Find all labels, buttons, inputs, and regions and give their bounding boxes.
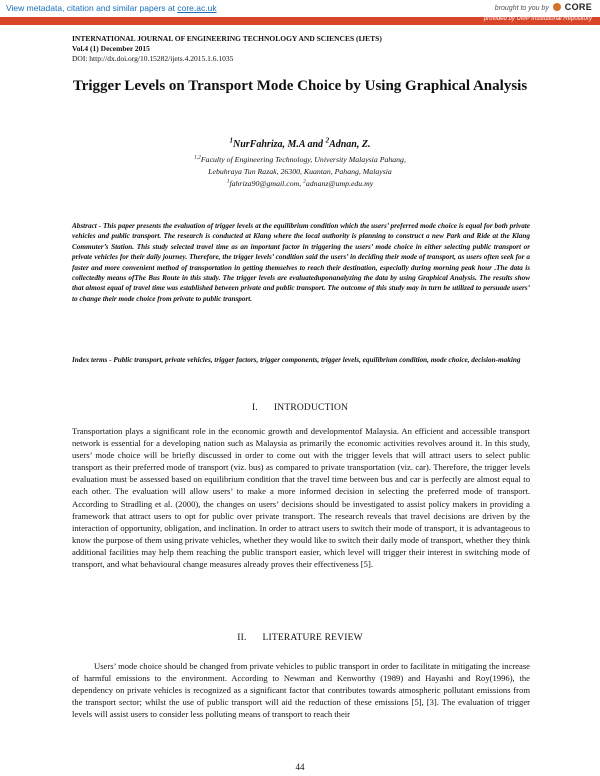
author-line [60,136,540,150]
paper-title: Trigger Levels on Transport Mode Choice by Using Graphical Analysis [72,78,528,94]
abstract: Abstract - This paper presents the evaluation of trigger levels at the equilibrium condition which the users’ preferred mode choice is equal for both private vehicles and public transport. The research is conducted at Klang where the local authority is planning to construct a new Park and Ride at the Klang Commuter’s Station. This study selected travel time as an important factor in triggering the users’ mode choice in either selecting public transport or private vehicles for their daily journey. Therefore, the trigger levels’ condition said the users’ in deciding their mode of transport, as users often seek for a faster and more convenient method of transportation in getting themselves to reach their destination, especially during morning peak hour .The data is collectedby means ofThe Bus Route in this study. The trigger levels are evaluateduponanalyzing the data by using Graphical Analysis. The results show that almost equal of travel time was established between private and public transport. The outcome of this study may in turn be utilized to persuade users’ to change their mode choice from private to public transport. [72,222,530,303]
index-terms: Index terms - Public transport, private vehicles, trigger factors, trigger components, trigger levels, equilibrium condition, mode choice, decision-making [72,356,521,364]
affiliation-sup: 1,2 [194,154,201,161]
email1-sup: 1 [226,178,230,185]
author1-sup: 1 [229,136,234,145]
email1: fahriza90@gmail.com, [229,179,304,188]
core-logo-icon [553,3,561,11]
journal-volume: Vol.4 (1) December 2015 [72,44,150,53]
introduction-paragraph: Transportation plays a significant role in the economic growth and developmentof Malaysia. An efficient and accessible transport network is essential for a developing nation such as Malaysia as primarily the economic activities revolves around it. In this study, users’ mode choice will be briefly discussed in order to come out with the trigger levels that will attract users to select public transport as their preferred mode of transport (viz. bus) as compared to private transportation (viz. car). Therefore, the trigger levels evaluation must be assessed based on equilibrium condition that the travel time between bus and car is perfectly are almost equal to each other. The evaluation will allow users’ to make a more informed decision in selecting the preferred mode of transport. According to Stradling et al. (2000), the changes on users’ decisions should be investigated to assist policy makers in providing a framework that attract users to opt for public over private transport. The research reveals that travel decisions are driven by the interaction of opportunity, obligation, and inclination. In order to attract users to switch their mode of transport, it is advantageous to know the purpose of them using private vehicles, whether they would like to switch their daily mode of transport, whether they think additional facilities may help them reaching the public transport easier, which level will trigger their interest in switching mode of transport, and what behavioural change measures already proves their effectiveness [5]. [72,426,530,570]
section-heading-literature-review [60,633,540,643]
section1-number: I. [251,403,258,413]
journal-doi: DOI: http://dx.doi.org/10.15282/ijets.4.2015.1.6.1035 [72,54,234,63]
journal-name: INTERNATIONAL JOURNAL OF ENGINEERING TECHNOLOGY AND SCIENCES (IJETS) [72,34,382,43]
core-ac-uk-link[interactable]: core.ac.uk [177,3,217,13]
author2-name: Adnan, Z. [329,139,371,150]
section2-title: LITERATURE REVIEW [262,633,363,643]
core-view-text: View metadata, citation and similar papers at [6,3,178,13]
section-heading-introduction [60,403,540,413]
core-header-bar [0,0,600,26]
brought-by-text: brought to you by [494,5,549,12]
literature-review-paragraph: Users’ mode choice should be changed from private vehicles to public transport in order to facilitate in mitigating the increase of harmful emissions to the environment. According to Newman and Kenworthy (1989) and Hayashi and Roy(1996), the dependency on private vehicles is recognized as a significant factor that contributes towards atmospheric pollutant emissions from the transport sector; whilst the use of public transport will aid the reduction of these emissions [5], [3]. The evaluation of trigger levels will assist users to consider less polluting means of transport to reach their [72,661,530,720]
affiliation-line2: Lebuhraya Tun Razak, 26300, Kuantan, Pahang, Malaysia [208,167,392,176]
journal-header [72,34,382,64]
email2: adnanz@ump.edu.my [305,179,374,188]
affiliation [60,154,540,190]
affiliation-text1: Faculty of Engineering Technology, University Malaysia Pahang, [200,155,406,164]
page-number: 44 [295,762,305,772]
section2-number: II. [237,633,247,643]
core-logo-text: CORE [564,2,592,12]
email2-sup: 2 [303,178,306,185]
section1-title: INTRODUCTION [273,403,349,413]
author1-name: NurFahriza, M.A and [233,139,326,150]
author2-sup: 2 [325,136,330,145]
core-brand[interactable] [495,2,592,12]
repository-strip [0,17,600,25]
core-metadata-link[interactable] [6,3,217,13]
affiliation-emails [60,178,540,190]
provided-by-text: provided by UMP Institutional Repository [483,16,592,22]
core-top-strip [0,0,600,17]
affiliation-line1 [60,154,540,166]
